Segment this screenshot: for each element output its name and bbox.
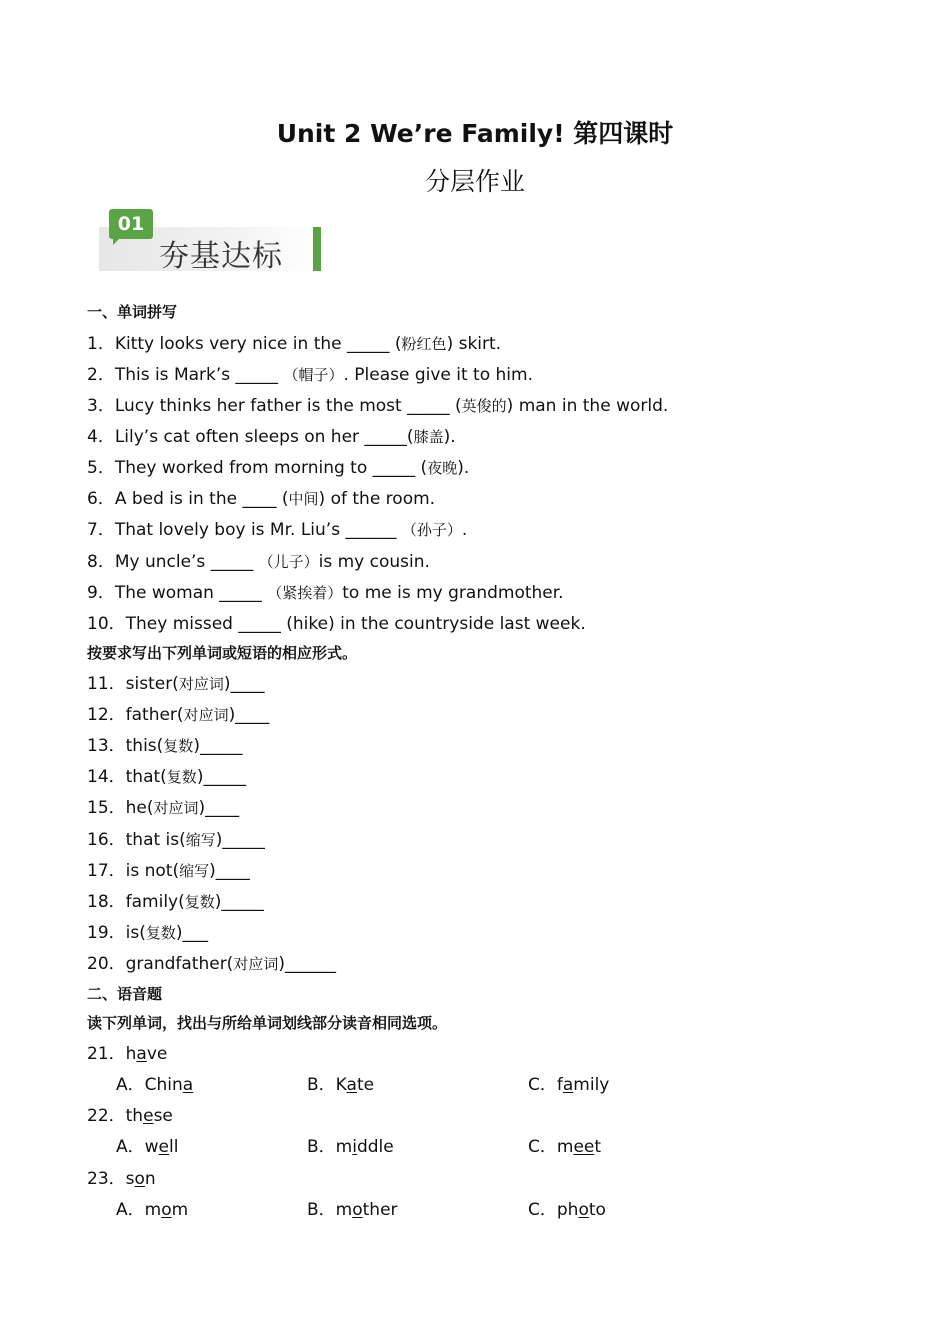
option-b: B．mother xyxy=(307,1200,398,1220)
question-line: 15．he(对应词)____ xyxy=(87,798,240,818)
question-line: 6．A bed is in the ____ (中间) of the room. xyxy=(87,489,436,509)
option-b: B．middle xyxy=(307,1137,394,1157)
section-heading-spelling: 一、单词拼写 xyxy=(87,303,178,321)
question-line: 7．That lovely boy is Mr. Liu’s ______ （孙子）. xyxy=(87,520,468,540)
question-line: 17．is not(缩写)____ xyxy=(87,861,250,881)
question-line: 12．father(对应词)____ xyxy=(87,705,270,725)
page-subtitle: 分层作业 xyxy=(424,167,525,196)
question-line: 3．Lucy thinks her father is the most _____ (英俊的) man in the world. xyxy=(87,396,669,416)
option-a: A．mom xyxy=(116,1200,189,1220)
phonics-stem: 23．son xyxy=(87,1169,156,1189)
question-line: 14．that(复数)_____ xyxy=(87,767,246,787)
banner-label: 夯基达标 xyxy=(159,239,283,274)
question-line: 20．grandfather(对应词)______ xyxy=(87,954,336,974)
question-line: 16．that is(缩写)_____ xyxy=(87,830,265,850)
section-heading-forms: 按要求写出下列单词或短语的相应形式。 xyxy=(87,644,358,662)
option-c: C．photo xyxy=(528,1200,606,1220)
question-line: 9．The woman _____ （紧挨着）to me is my grandmother. xyxy=(87,583,564,603)
question-line: 18．family(复数)_____ xyxy=(87,892,264,912)
question-line: 13．this(复数)_____ xyxy=(87,736,243,756)
phonics-instruction: 读下列单词，找出与所给单词划线部分读音相同选项。 xyxy=(87,1014,448,1032)
phonics-stem: 21．have xyxy=(87,1044,168,1064)
option-a: A．well xyxy=(116,1137,179,1157)
question-line: 19．is(复数)___ xyxy=(87,923,209,943)
question-line: 5．They worked from morning to _____ (夜晚). xyxy=(87,458,470,478)
banner-number-badge: 01 xyxy=(109,209,153,239)
badge-tail-icon xyxy=(113,237,121,245)
page-title: Unit 2 We’re Family! 第四课时 xyxy=(276,119,674,148)
section-banner xyxy=(99,207,325,273)
banner-accent-bar xyxy=(313,227,321,271)
question-line: 1．Kitty looks very nice in the _____ (粉红色) skirt. xyxy=(87,334,502,354)
question-line: 10．They missed _____ (hike) in the countryside last week. xyxy=(87,614,586,634)
option-c: C．family xyxy=(528,1075,610,1095)
question-line: 4．Lily’s cat often sleeps on her _____(膝盖). xyxy=(87,427,456,447)
option-c: C．meet xyxy=(528,1137,602,1157)
option-a: A．China xyxy=(116,1075,194,1095)
phonics-stem: 22．these xyxy=(87,1106,173,1126)
option-b: B．Kate xyxy=(307,1075,375,1095)
question-line: 2．This is Mark’s _____ （帽子）. Please give it to him. xyxy=(87,365,533,385)
question-line: 11．sister(对应词)____ xyxy=(87,674,265,694)
section-heading-phonics: 二、语音题 xyxy=(87,985,163,1003)
question-line: 8．My uncle’s _____ （儿子）is my cousin. xyxy=(87,552,430,572)
